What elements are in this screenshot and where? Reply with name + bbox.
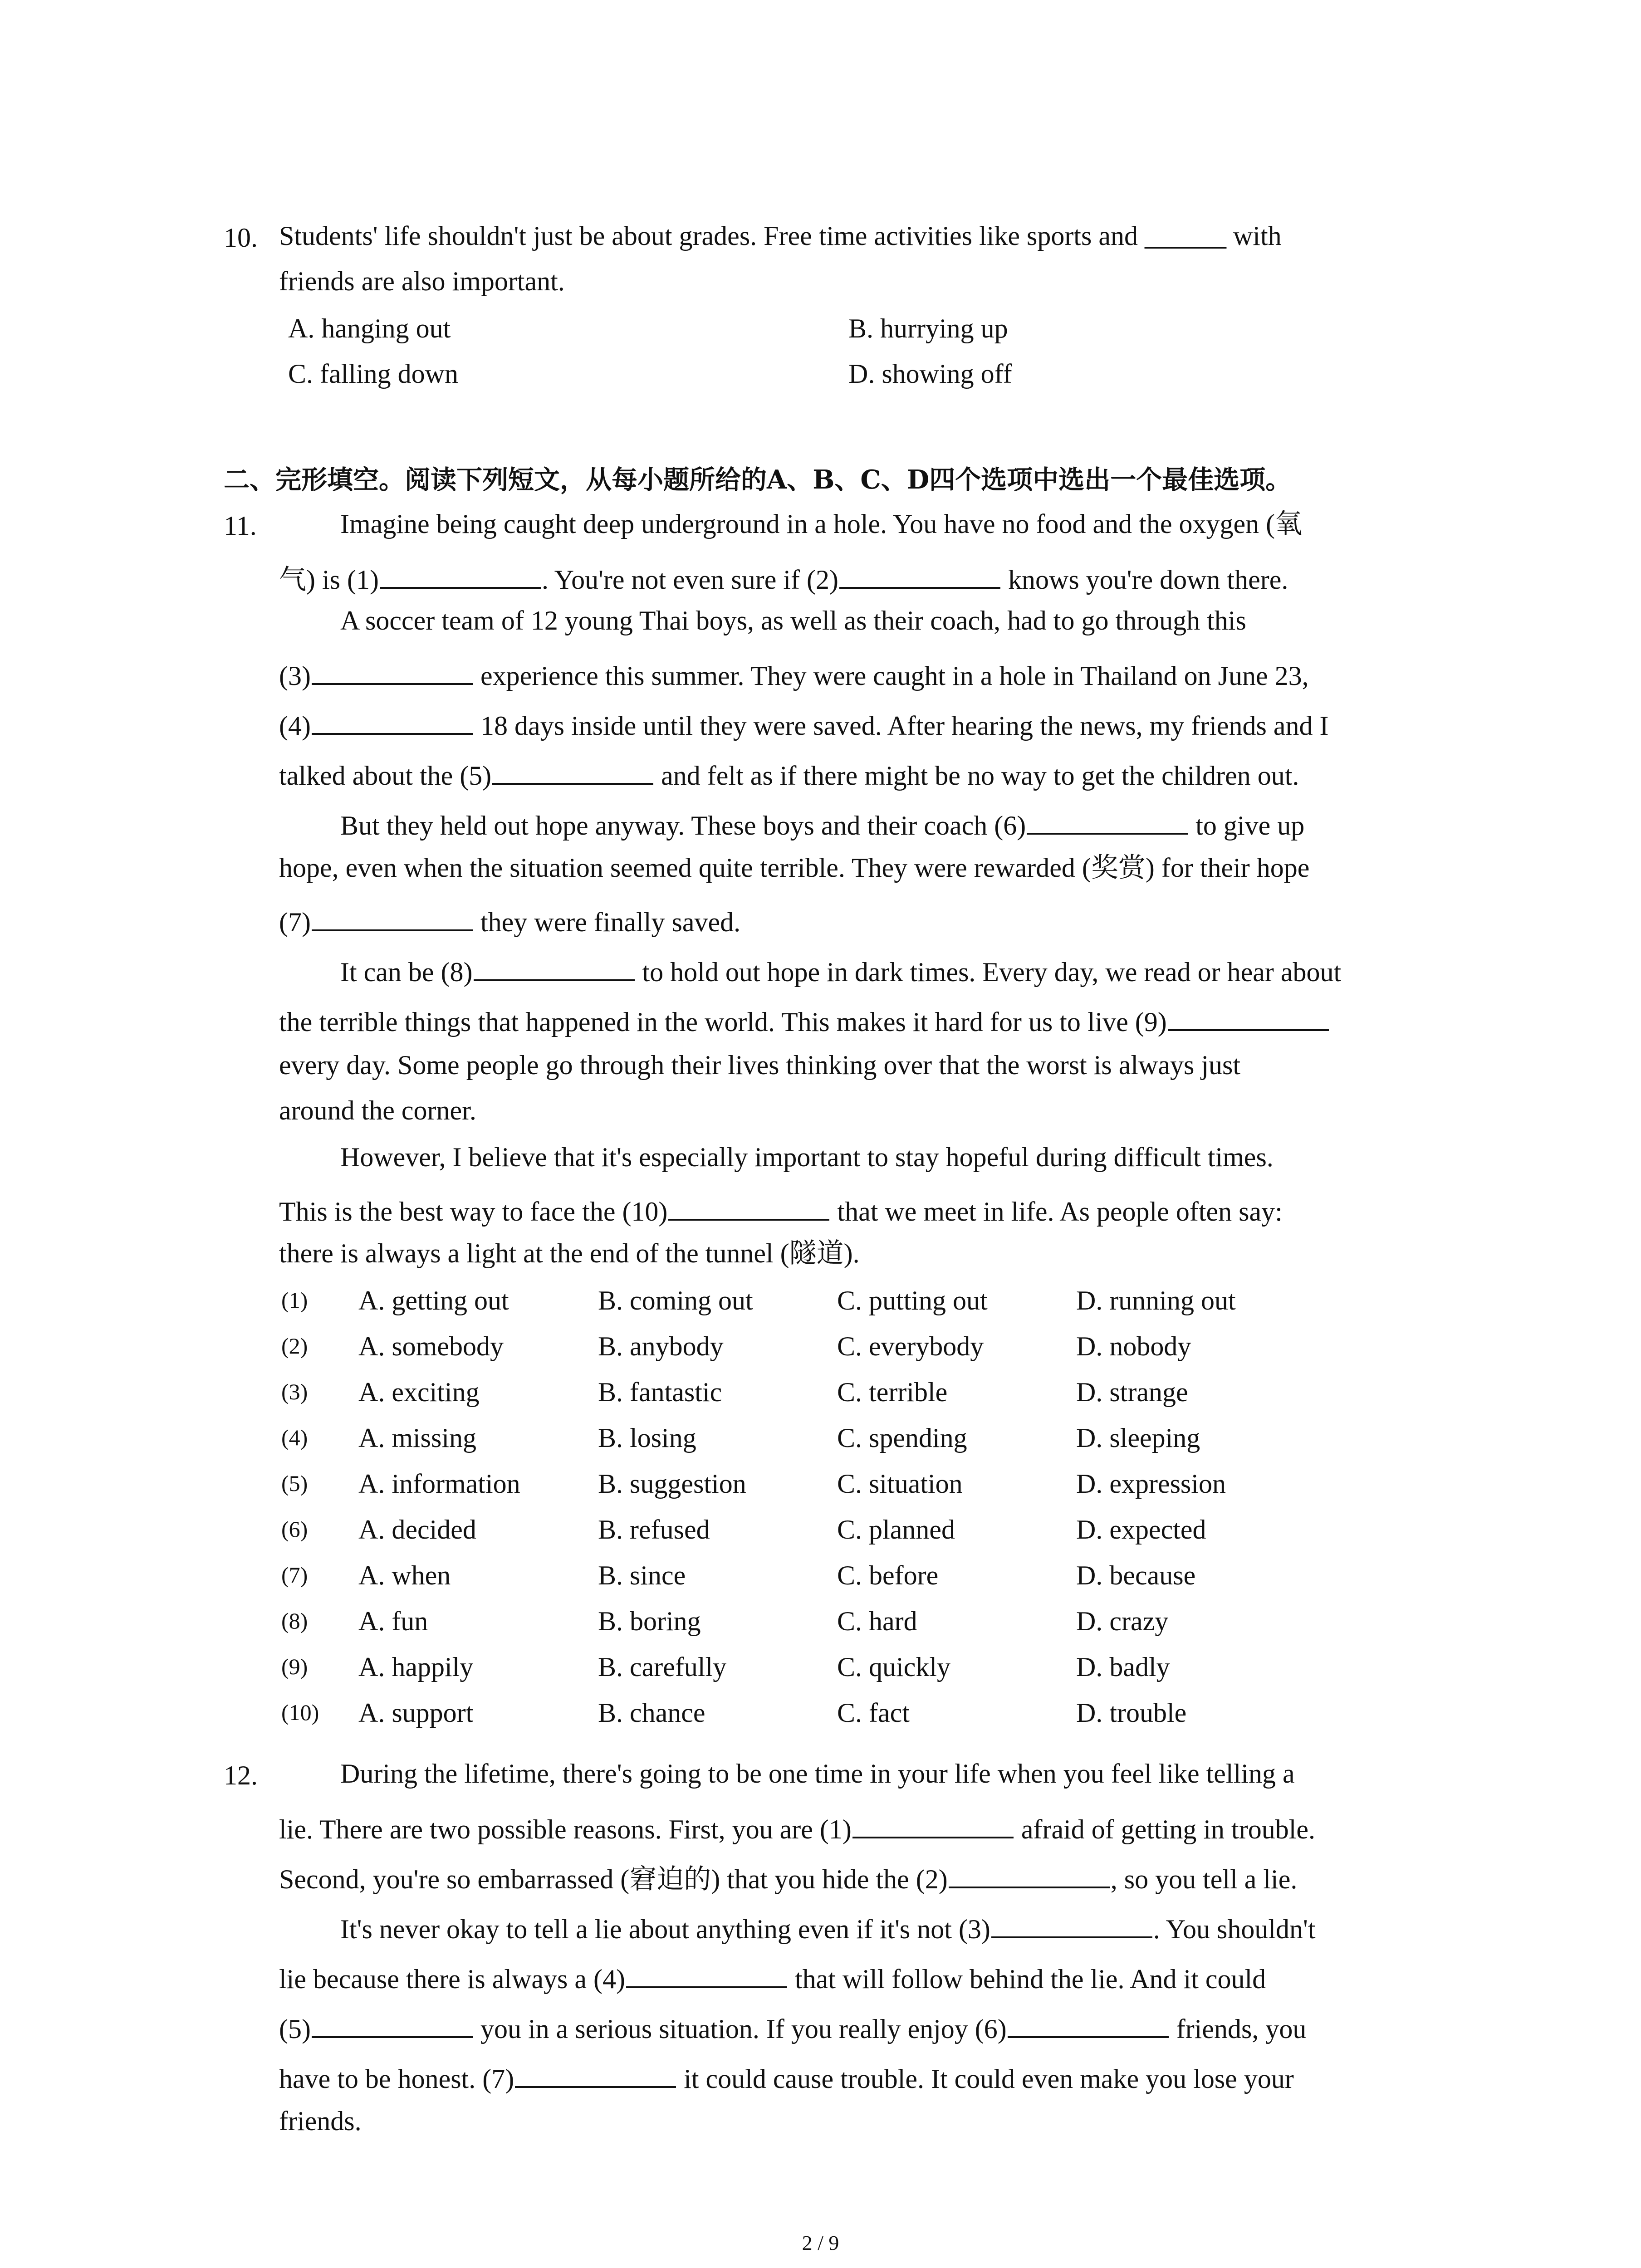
choice-number: (3) [281, 1379, 308, 1404]
choice-option-b[interactable]: B. losing [598, 1423, 696, 1453]
choice-option-c[interactable]: C. fact [837, 1698, 910, 1728]
choice-option-b[interactable]: B. fantastic [598, 1377, 722, 1407]
option-b: B. hurrying up [848, 313, 1008, 343]
passage-line [340, 607, 1246, 634]
passage-line [279, 904, 740, 936]
passage-text: have to be honest. (7) [279, 2064, 514, 2094]
choice-option-c[interactable]: C. hard [837, 1606, 917, 1636]
option-d: D. showing off [848, 359, 1012, 389]
passage-text: to hold out hope in dark times. Every day, we read or hear about [635, 957, 1342, 987]
passage-line [340, 1144, 1274, 1171]
passage-line [279, 1240, 860, 1267]
choice-option-d[interactable]: D. running out [1076, 1286, 1236, 1315]
passage-text: the terrible things that happened in the world. This makes it hard for us to live (9) [279, 1007, 1167, 1037]
passage-text: that we meet in life. As people often say: [830, 1197, 1283, 1227]
passage-text: knows you're down there. [1001, 565, 1288, 595]
choice-option-b[interactable]: B. suggestion [598, 1469, 746, 1499]
passage-text: (3) [279, 661, 311, 691]
choice-option-c[interactable]: C. planned [837, 1515, 955, 1545]
passage-text: and felt as if there might be no way to get the children out. [654, 761, 1299, 791]
choice-option-a[interactable]: A. getting out [358, 1286, 509, 1315]
answer-blank[interactable] [312, 708, 473, 735]
passage-text: afraid of getting in trouble. [1014, 1814, 1316, 1844]
choice-number: (8) [281, 1608, 308, 1633]
question-number: 11. [224, 511, 257, 541]
passage-text: you in a serious situation. If you really enjoy (6) [473, 2014, 1007, 2044]
passage-line [279, 562, 1288, 593]
choice-number: (10) [281, 1700, 319, 1725]
passage-line [279, 1193, 1283, 1225]
choice-option-b[interactable]: B. carefully [598, 1652, 727, 1682]
passage-text: 气) is (1) [279, 565, 379, 595]
page-number: 2 / 9 [802, 2231, 839, 2254]
answer-blank[interactable] [312, 904, 473, 931]
answer-blank[interactable] [380, 562, 541, 589]
choice-number: (9) [281, 1654, 308, 1679]
choice-number: (4) [281, 1425, 308, 1450]
passage-line [279, 1051, 1240, 1079]
passage-text: every day. Some people go through their lives thinking over that the worst is always just [279, 1050, 1241, 1080]
answer-blank[interactable] [626, 1961, 787, 1988]
question-text-line: Students' life shouldn't just be about grades. Free time activities like sports and ______ with [279, 221, 1282, 251]
passage-text: they were finally saved. [473, 907, 741, 937]
passage-line [340, 510, 1302, 538]
passage-text: During the lifetime, there's going to be one time in your life when you feel like telling a [340, 1759, 1295, 1789]
answer-blank[interactable] [515, 2061, 676, 2088]
question-text-line: friends are also important. [279, 266, 565, 296]
passage-line [340, 807, 1304, 839]
choice-option-c[interactable]: C. situation [837, 1469, 963, 1499]
choice-number: (7) [281, 1562, 308, 1588]
answer-blank[interactable] [668, 1193, 829, 1221]
passage-text: experience this summer. They were caught in a hole in Thailand on June 23, [473, 661, 1309, 691]
choice-option-d[interactable]: D. strange [1076, 1377, 1188, 1407]
passage-line [279, 758, 1299, 789]
choice-option-d[interactable]: D. expected [1076, 1515, 1206, 1545]
choice-option-d[interactable]: D. badly [1076, 1652, 1170, 1682]
choice-number: (1) [281, 1287, 308, 1313]
choice-option-d[interactable]: D. expression [1076, 1469, 1226, 1499]
option-c: C. falling down [288, 359, 458, 389]
passage-text: But they held out hope anyway. These boys and their coach (6) [340, 811, 1026, 841]
choice-option-a[interactable]: A. information [358, 1469, 520, 1499]
choice-option-c[interactable]: C. putting out [837, 1286, 988, 1315]
passage-text: , so you tell a lie. [1110, 1864, 1298, 1894]
passage-line [340, 1760, 1295, 1787]
passage-text: This is the best way to face the (10) [279, 1197, 668, 1227]
passage-line [340, 954, 1341, 986]
passage-line [279, 1961, 1266, 1993]
answer-blank[interactable] [839, 562, 1000, 589]
choice-option-a[interactable]: A. somebody [358, 1331, 504, 1361]
answer-blank[interactable] [852, 1811, 1014, 1838]
passage-text: It's never okay to tell a lie about anything even if it's not (3) [340, 1914, 990, 1944]
question-number: 12. [224, 1760, 258, 1790]
answer-blank[interactable] [949, 1861, 1110, 1888]
choice-option-d[interactable]: D. crazy [1076, 1606, 1169, 1636]
passage-text: to give up [1189, 811, 1305, 841]
choice-option-b[interactable]: B. boring [598, 1606, 701, 1636]
passage-text: Imagine being caught deep underground in a hole. You have no food and the oxygen (氧 [340, 509, 1303, 539]
passage-text: Second, you're so embarrassed (窘迫的) that you hide the (2) [279, 1864, 948, 1894]
answer-blank[interactable] [991, 1911, 1152, 1938]
passage-text: . You shouldn't [1153, 1914, 1316, 1944]
passage-text: that will follow behind the lie. And it could [788, 1964, 1266, 1994]
passage-text: (5) [279, 2014, 311, 2044]
choice-option-b[interactable]: B. since [598, 1560, 686, 1590]
choice-option-a[interactable]: A. exciting [358, 1377, 480, 1407]
answer-blank[interactable] [474, 954, 635, 981]
choice-option-b[interactable]: B. refused [598, 1515, 710, 1545]
passage-line [279, 2107, 362, 2135]
answer-blank[interactable] [1008, 2011, 1169, 2038]
choice-option-d[interactable]: D. because [1076, 1560, 1196, 1590]
passage-text: . You're not even sure if (2) [541, 565, 838, 595]
choice-number: (6) [281, 1516, 308, 1542]
choice-option-d[interactable]: D. sleeping [1076, 1423, 1200, 1453]
choice-option-b[interactable]: B. coming out [598, 1286, 753, 1315]
choice-option-a[interactable]: A. missing [358, 1423, 477, 1453]
passage-line [279, 1004, 1330, 1036]
passage-text: 18 days inside until they were saved. After hearing the news, my friends and I [473, 711, 1329, 741]
choice-option-a[interactable]: A. decided [358, 1515, 476, 1545]
passage-line [279, 658, 1309, 689]
passage-text: It can be (8) [340, 957, 473, 987]
choice-option-c[interactable]: C. before [837, 1560, 939, 1590]
passage-text: around the corner. [279, 1095, 476, 1125]
choice-option-d[interactable]: D. nobody [1076, 1331, 1191, 1361]
choice-number: (5) [281, 1471, 308, 1496]
passage-line [340, 1911, 1316, 1943]
answer-blank[interactable] [1027, 807, 1188, 835]
choice-option-c[interactable]: C. quickly [837, 1652, 950, 1682]
question-number: 10. [224, 223, 258, 253]
choice-number: (2) [281, 1333, 308, 1359]
choice-option-c[interactable]: C. everybody [837, 1331, 984, 1361]
choice-option-a[interactable]: A. when [358, 1560, 451, 1590]
passage-text: lie. There are two possible reasons. First, you are (1) [279, 1814, 852, 1844]
passage-line [279, 1861, 1297, 1893]
passage-text: hope, even when the situation seemed quite terrible. They were rewarded (奖赏) for their hope [279, 853, 1310, 883]
answer-blank[interactable] [1168, 1004, 1329, 1031]
passage-text: it could cause trouble. It could even make you lose your [677, 2064, 1294, 2094]
passage-text: there is always a light at the end of the tunnel (隧道). [279, 1238, 860, 1268]
passage-line [279, 854, 1309, 881]
answer-blank[interactable] [492, 758, 653, 785]
choice-option-a[interactable]: A. happily [358, 1652, 474, 1682]
choice-option-a[interactable]: A. support [358, 1698, 474, 1728]
passage-text: lie because there is always a (4) [279, 1964, 625, 1994]
answer-blank[interactable] [312, 2011, 473, 2038]
passage-line [279, 1097, 476, 1124]
choice-option-c[interactable]: C. terrible [837, 1377, 948, 1407]
choice-option-b[interactable]: B. anybody [598, 1331, 724, 1361]
passage-text: (4) [279, 711, 311, 741]
passage-text: (7) [279, 907, 311, 937]
passage-text: friends, you [1169, 2014, 1307, 2044]
choice-option-b[interactable]: B. chance [598, 1698, 705, 1728]
passage-line [279, 2061, 1294, 2092]
passage-text: A soccer team of 12 young Thai boys, as well as their coach, had to go through this [340, 606, 1246, 635]
passage-line [279, 708, 1328, 739]
passage-text: talked about the (5) [279, 761, 492, 791]
section-heading: 二、完形填空。阅读下列短文，从每小题所给的A、B、C、D四个选项中选出一个最佳选项。 [224, 464, 1292, 495]
passage-text: However, I believe that it's especially important to stay hopeful during difficult times. [340, 1142, 1274, 1172]
option-a: A. hanging out [288, 313, 451, 343]
choice-option-d[interactable]: D. trouble [1076, 1698, 1187, 1728]
answer-blank[interactable] [312, 658, 473, 685]
passage-text: friends. [279, 2106, 362, 2136]
choice-option-a[interactable]: A. fun [358, 1606, 428, 1636]
choice-option-c[interactable]: C. spending [837, 1423, 967, 1453]
passage-line [279, 1811, 1315, 1843]
passage-line [279, 2011, 1306, 2043]
